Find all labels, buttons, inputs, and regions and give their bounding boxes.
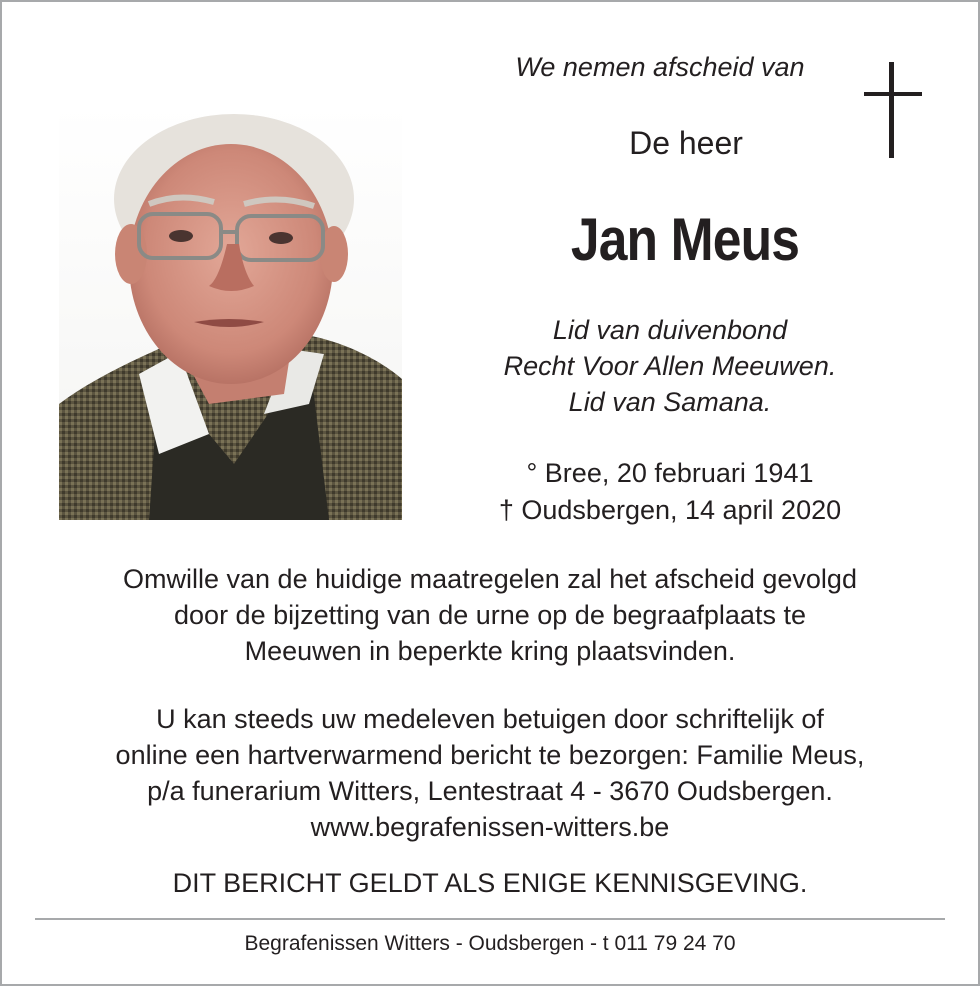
honorific-title: De heer: [629, 125, 743, 161]
footer-contact: Begrafenissen Witters - Oudsbergen - t 011 79 24 70: [244, 932, 736, 955]
paragraph-line: Meeuwen in beperkte kring plaatsvinden.: [244, 636, 736, 666]
birth-date: ° Bree, 20 februari 1941: [526, 458, 814, 488]
membership-line: Recht Voor Allen Meeuwen.: [503, 351, 837, 381]
ceremony-paragraph: [20, 561, 960, 669]
death-date: † Oudsbergen, 14 april 2020: [498, 495, 842, 525]
condolence-paragraph: [20, 701, 960, 845]
portrait-photo: [59, 104, 402, 520]
life-dates: [440, 455, 900, 529]
cross-icon: [864, 62, 922, 158]
intro-line: We nemen afscheid van: [515, 52, 805, 82]
paragraph-line: Omwille van de huidige maatregelen zal het afscheid gevolgd: [123, 564, 857, 594]
divider: [35, 918, 945, 920]
notice-line: DIT BERICHT GELDT ALS ENIGE KENNISGEVING.: [172, 868, 808, 898]
paragraph-line: p/a funerarium Witters, Lentestraat 4 - 3670 Oudsbergen.: [147, 776, 833, 806]
deceased-name: Jan Meus: [570, 206, 800, 273]
membership-line: Lid van Samana.: [568, 387, 772, 417]
memberships: [460, 312, 880, 420]
paragraph-line: online een hartverwarmend bericht te bezorgen: Familie Meus,: [115, 740, 865, 770]
website-link[interactable]: www.begrafenissen-witters.be: [310, 812, 670, 842]
membership-line: Lid van duivenbond: [552, 315, 788, 345]
paragraph-line: door de bijzetting van de urne op de begraafplaats te: [174, 600, 806, 630]
paragraph-line: U kan steeds uw medeleven betuigen door schriftelijk of: [156, 704, 824, 734]
